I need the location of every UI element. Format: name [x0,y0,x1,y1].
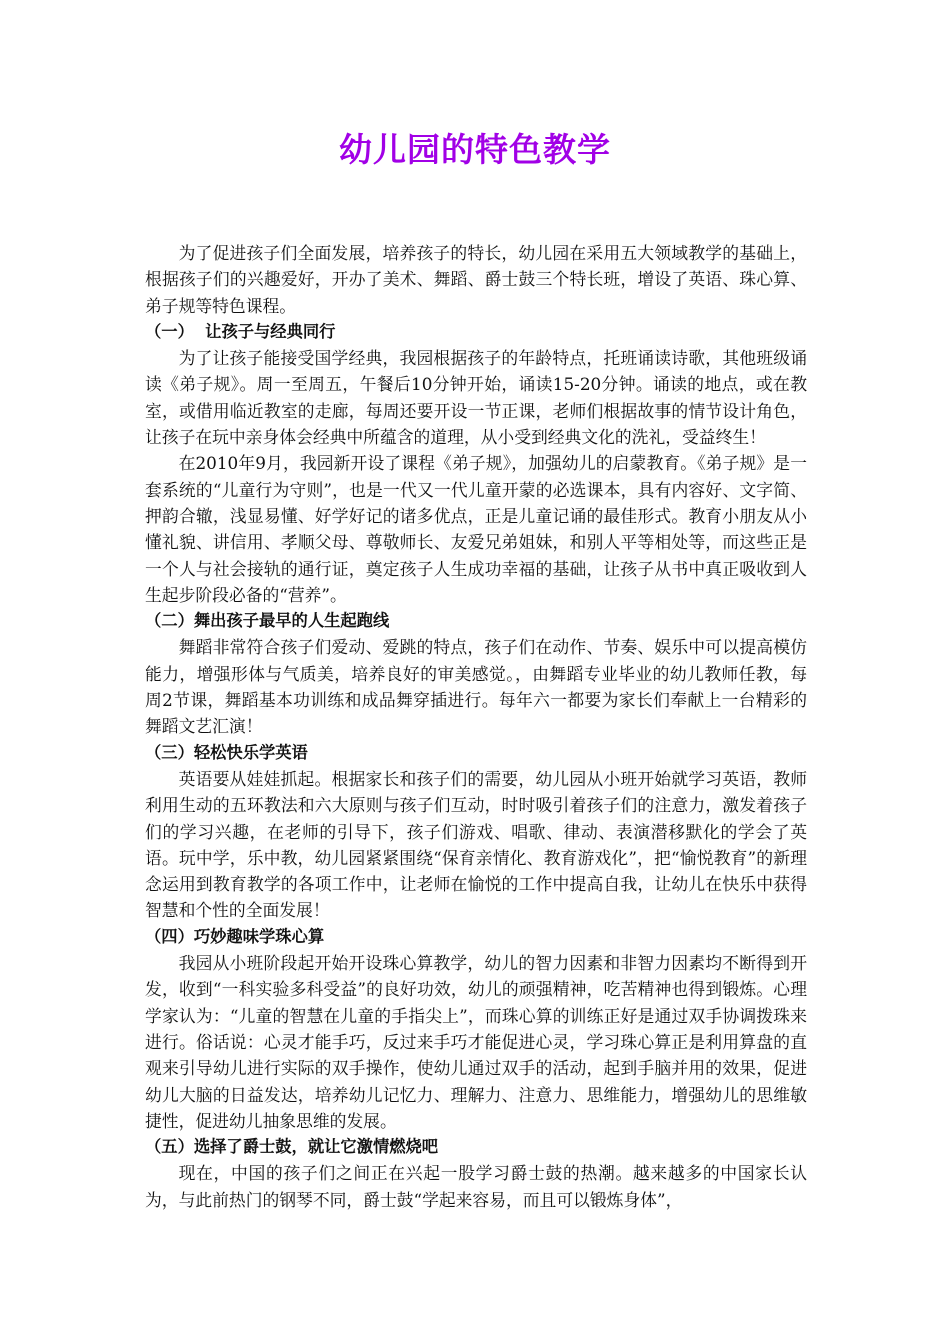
section-3 [145,740,807,924]
intro-paragraph: 为了促进孩子们全面发展，培养孩子的特长，幼儿园在采用五大领域教学的基础上，根据孩子们的兴趣爱好，开办了美术、舞蹈、爵士鼓三个特长班，增设了英语、珠心算、弟子规等特色课程。 [145,243,807,316]
section-paragraph: 在2010年9月，我园新开设了课程《弟子规》，加强幼儿的启蒙教育。《弟子规》是一套系统的“儿童行为守则”，也是一代又一代儿童开蒙的必选课本，具有内容好、文字简、押韵合辙，浅显易懂、好学好记的诸多优点，正是儿童记诵的最佳形式。教育小朋友从小懂礼貌、讲信用、孝顺父母、尊敬师长、友爱兄弟姐妹，和别人平等相处等，而这些正是一个人与社会接轨的通行证，奠定孩子人生成功幸福的基础，让孩子从书中真正吸收到人生起步阶段必备的“营养”。 [145,453,807,605]
section-heading: （三）轻松快乐学英语 [145,742,308,762]
section-paragraph: 我园从小班阶段起开始开设珠心算教学，幼儿的智力因素和非智力因素均不断得到开发，收到“一科实验多科受益”的良好功效，幼儿的顽强精神，吃苦精神也得到锻炼。心理学家认为：“儿童的智慧在儿童的手指尖上”，而珠心算的训练正好是通过双手协调拨珠来进行。俗话说：心灵才能手巧，反过来手巧才能促进心灵，学习珠心算正是利用算盘的直观来引导幼儿进行实际的双手操作，使幼儿通过双手的活动，起到手脑并用的效果，促进幼儿大脑的日益发达，培养幼儿记忆力、理解力、注意力、思维能力，增强幼儿的思维敏捷性，促进幼儿抽象思维的发展。 [145,953,807,1131]
section-paragraph: 现在，中国的孩子们之间正在兴起一股学习爵士鼓的热潮。越来越多的中国家长认为，与此前热门的钢琴不同，爵士鼓“学起来容易，而且可以锻炼身体”， [145,1163,807,1210]
section-heading: （一） 让孩子与经典同行 [145,321,336,341]
section-4 [145,924,807,1134]
section-heading: （五）选择了爵士鼓，就让它激情燃烧吧 [145,1137,439,1157]
section-1 [145,319,807,608]
section-2 [145,608,807,739]
document-body [145,240,807,1213]
section-paragraph: 英语要从娃娃抓起。根据家长和孩子们的需要，幼儿园从小班开始就学习英语，教师利用生动的五环教法和六大原则与孩子们互动，时时吸引着孩子们的注意力，激发着孩子们的学习兴趣，在老师的引导下，孩子们游戏、唱歌、律动、表演潜移默化的学会了英语。玩中学，乐中教，幼儿园紧紧围绕“保育亲情化、教育游戏化”，把“愉悦教育”的新理念运用到教育教学的各项工作中，让老师在愉悦的工作中提高自我，让幼儿在快乐中获得智慧和个性的全面发展！ [145,768,807,921]
section-heading: （二）舞出孩子最早的人生起跑线 [145,611,390,631]
section-heading: （四）巧妙趣味学珠心算 [145,926,325,946]
document-title: 幼儿园的特色教学 [339,130,611,169]
section-paragraph: 舞蹈非常符合孩子们爱动、爱跳的特点，孩子们在动作、节奏、娱乐中可以提高模仿能力，增强形体与气质美，培养良好的审美感觉。，由舞蹈专业毕业的幼儿教师任教，每周2节课，舞蹈基本功训练和成品舞穿插进行。每年六一都要为家长们奉献上一台精彩的舞蹈文艺汇演！ [145,637,807,737]
section-paragraph: 为了让孩子能接受国学经典，我园根据孩子的年龄特点，托班诵读诗歌，其他班级诵读《弟子规》。周一至周五，午餐后10分钟开始，诵读15-20分钟。诵读的地点，或在教室，或借用临近教室的走廊，每周还要开设一节正课，老师们根据故事的情节设计角色，让孩子在玩中亲身体会经典中所蕴含的道理，从小受到经典文化的洗礼，受益终生！ [145,348,807,448]
section-5 [145,1134,807,1213]
